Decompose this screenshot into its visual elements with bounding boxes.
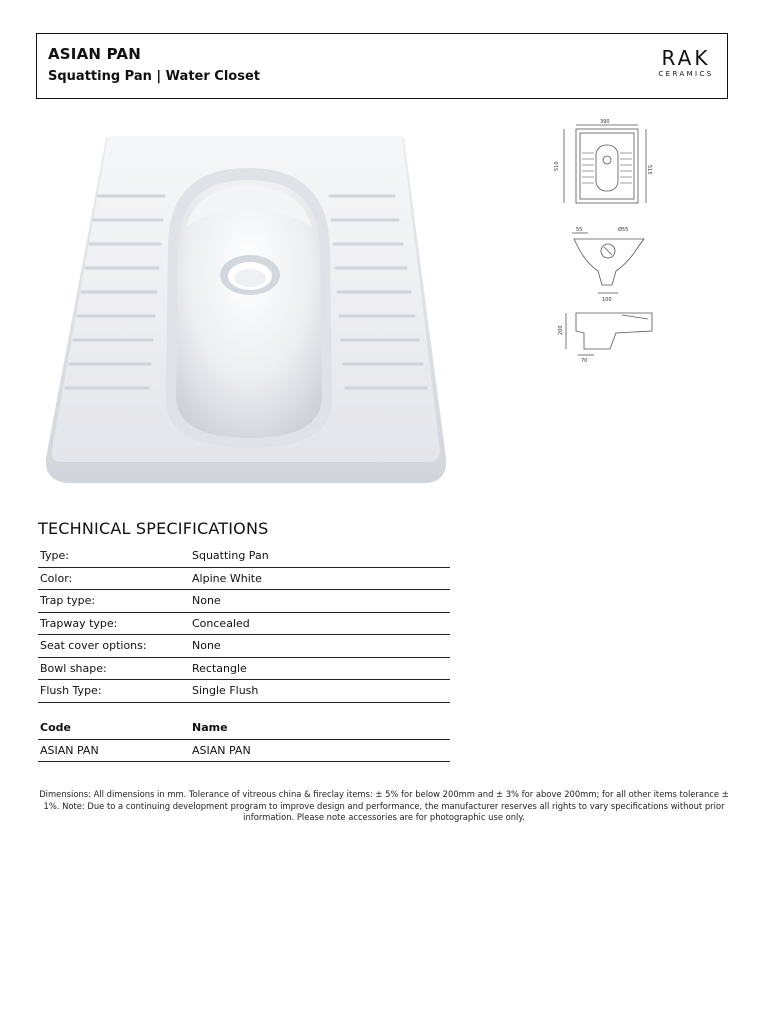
code-header: Code [38,717,190,739]
code-row [38,739,450,762]
spec-row [38,567,450,590]
dim-height: 200 [558,325,564,335]
spec-label: Trapway type: [38,612,190,635]
rak-ceramics-logo [653,47,719,78]
spec-value: Concealed [190,612,450,635]
spec-row [38,612,450,635]
name-value: ASIAN PAN [190,739,450,762]
spec-row [38,680,450,703]
dim-outlet-dia: Ø55 [618,227,629,233]
product-subtitle: Squatting Pan | Water Closet [48,69,260,84]
logo-sub-text: CERAMICS [658,70,714,78]
spec-row [38,635,450,658]
spec-row [38,590,450,613]
dim-width: 390 [600,119,610,125]
specifications-table [38,545,450,703]
spec-label: Trap type: [38,590,190,613]
dim-length-right: 515 [646,165,652,175]
spec-label: Seat cover options: [38,635,190,658]
dimensions-disclaimer: Dimensions: All dimensions in mm. Tolerance of vitreous china & fireclay items: ± 5% for below 200mm and ± 3% for above 200mm; for all other items tolerance ± 1%. Note: Due to a continuing development program to improve design and performance, the manufacturer reserves all rights to vary specifications without prior information. Please note accessories are for photographic use only. [39,789,729,822]
spec-value: Single Flush [190,680,450,703]
spec-value: Alpine White [190,567,450,590]
dim-length-left: 510 [554,161,560,171]
header-box [36,33,728,99]
product-title: ASIAN PAN [48,45,141,63]
spec-value: Rectangle [190,657,450,680]
spec-row [38,545,450,567]
spec-value: Squatting Pan [190,545,450,567]
logo-main-text: RAK [661,46,711,70]
spec-label: Bowl shape: [38,657,190,680]
dim-outlet-depth: 70 [581,358,588,364]
name-header: Name [190,717,450,739]
spec-value: None [190,590,450,613]
spec-label: Flush Type: [38,680,190,703]
code-value: ASIAN PAN [38,739,190,762]
technical-specifications-title: TECHNICAL SPECIFICATIONS [38,519,269,538]
technical-drawings [548,115,738,365]
code-table-header [38,717,450,739]
spec-label: Color: [38,567,190,590]
dim-outlet-width: 100 [602,297,612,303]
spec-label: Type: [38,545,190,567]
code-table [38,717,450,762]
spec-value: None [190,635,450,658]
dim-offset: 55 [576,227,583,233]
product-photo [36,128,466,498]
spec-row [38,657,450,680]
